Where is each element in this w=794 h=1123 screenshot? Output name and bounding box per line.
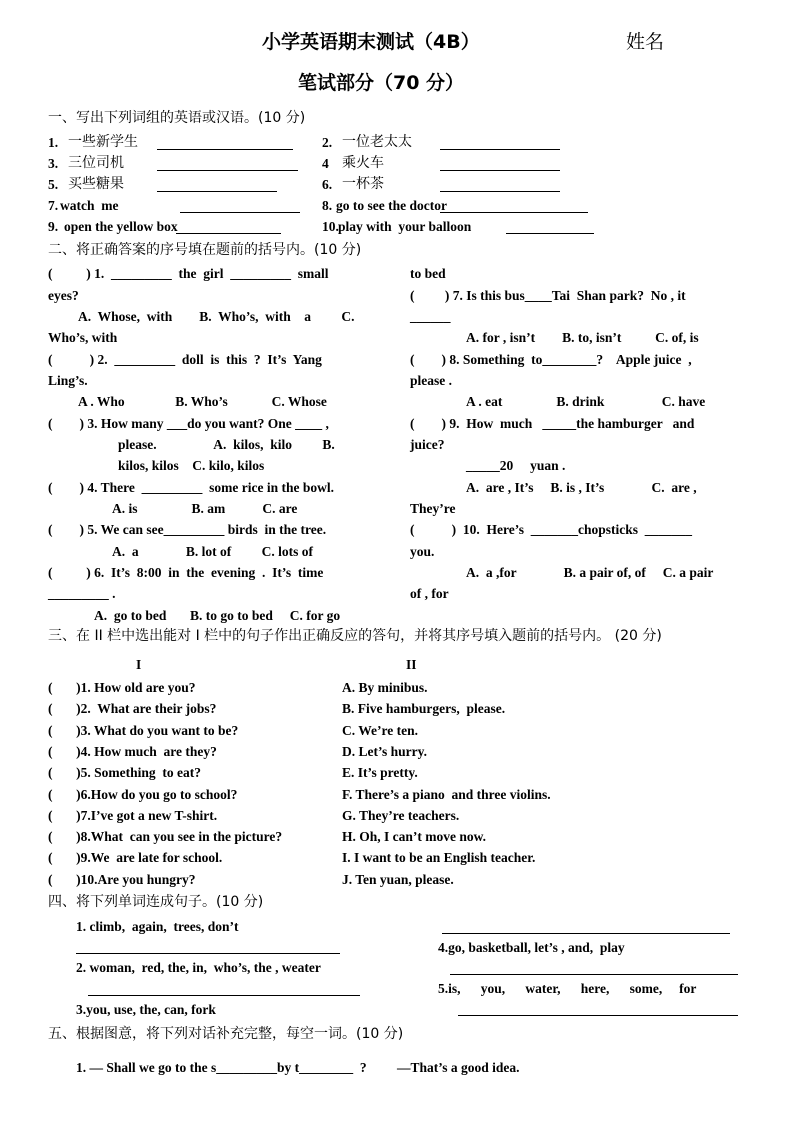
answer-line[interactable] <box>176 233 281 234</box>
column-i-label: I <box>136 657 142 672</box>
answer-line[interactable] <box>76 953 340 954</box>
section2-heading: 二、将正确答案的序号填在题前的括号内。(10 分) <box>48 242 362 258</box>
question-line: A. Whose, with B. Who’s, with a C. <box>78 309 355 324</box>
answer-option: I. I want to be an English teacher. <box>342 850 536 866</box>
answer-line[interactable] <box>440 149 560 150</box>
question-item: ( )2. What are their jobs? <box>48 701 217 717</box>
question-item: ( )8.What can you see in the picture? <box>48 829 283 845</box>
answer-option: B. Five hamburgers, please. <box>342 701 506 717</box>
item-text: open the yellow box <box>64 219 178 234</box>
question-item: ( )10.Are you hungry? <box>48 871 196 887</box>
item-number: 5. <box>48 177 59 192</box>
sentence-item-4: 4.go, basketball, let’s , and, play <box>438 940 625 955</box>
answer-line[interactable] <box>442 933 730 934</box>
item-number: 8. <box>322 198 333 213</box>
answer-option: F. There’s a piano and three violins. <box>342 786 551 802</box>
question-line: A. are , It’s B. is , It’s C. are , <box>466 480 697 495</box>
question-line: ( ) 3. How many ___do you want? One ____ , <box>48 416 329 431</box>
answer-line[interactable] <box>88 995 360 996</box>
question-line: ( ) 10. Here’s _______chopsticks _______ <box>410 522 692 537</box>
item-number: 9. <box>48 219 59 234</box>
item-number: 2. <box>322 135 333 150</box>
page-title: 小学英语期末测试（4B） <box>262 31 480 53</box>
item-number: 10. <box>322 219 339 234</box>
question-item: ( )5. Something to eat? <box>48 765 201 781</box>
question-line: you. <box>410 544 435 559</box>
item-text: watch me <box>60 198 119 213</box>
question-line: A . Who B. Who’s C. Whose <box>78 394 327 409</box>
item-number: 4 <box>322 156 329 171</box>
answer-line[interactable] <box>157 170 298 171</box>
question-line: ( ) 1. _________ the girl _________ small <box>48 266 329 281</box>
question-line: A . eat B. drink C. have <box>466 394 706 409</box>
item-number: 1. <box>48 135 59 150</box>
answer-line[interactable] <box>440 191 560 192</box>
question-line: ( ) 6. It’s 8:00 in the evening . It’s time <box>48 565 324 580</box>
dialogue-item-1: 1. — Shall we go to the s_________by t________ ? —That’s a good idea. <box>76 1060 520 1075</box>
section3-heading: 三、在 II 栏中选出能对 I 栏中的句子作出正确反应的答句，并将其序号填入题前的括号内。 (20 分) <box>48 628 662 644</box>
question-item: ( )9.We are late for school. <box>48 850 223 866</box>
answer-option: G. They’re teachers. <box>342 807 460 823</box>
question-line: of , for <box>410 586 449 601</box>
item-text: 一些新学生 <box>68 134 138 150</box>
answer-line[interactable] <box>180 212 300 213</box>
question-line: ( ) 8. Something to________? Apple juice , <box>410 352 692 367</box>
section5-heading: 五、根据图意，将下列对话补充完整，每空一词。(10 分) <box>48 1026 404 1042</box>
answer-option: J. Ten yuan, please. <box>342 871 454 887</box>
question-line: please . <box>410 373 452 388</box>
page-subtitle: 笔试部分（70 分） <box>298 72 465 94</box>
question-line: kilos, kilos C. kilo, kilos <box>118 458 265 473</box>
item-text: 三位司机 <box>68 155 124 171</box>
answer-line[interactable] <box>440 212 588 213</box>
question-line: A. a ,for B. a pair of, of C. a pair <box>466 565 714 580</box>
question-line: A. go to bed B. to go to bed C. for go <box>94 608 341 623</box>
item-text: 一杯茶 <box>342 176 384 192</box>
item-number: 3. <box>48 156 59 171</box>
answer-line[interactable] <box>458 1015 738 1016</box>
item-number: 7. <box>48 198 59 213</box>
question-line: ______ <box>410 309 451 324</box>
answer-line[interactable] <box>450 974 738 975</box>
answer-line[interactable] <box>157 191 277 192</box>
question-line: A. for , isn’t B. to, isn’t C. of, is <box>466 330 699 345</box>
question-line: to bed <box>410 266 446 281</box>
item-number: 6. <box>322 177 333 192</box>
section1-heading: 一、写出下列词组的英语或汉语。(10 分) <box>48 110 306 126</box>
answer-option: D. Let’s hurry. <box>342 743 427 759</box>
question-line: juice? <box>410 437 445 452</box>
answer-line[interactable] <box>157 149 293 150</box>
question-item: ( )1. How old are you? <box>48 680 196 695</box>
question-line: Who’s, with <box>48 330 118 345</box>
answer-option: A. By minibus. <box>342 680 428 695</box>
question-line: ( ) 5. We can see_________ birds in the tree. <box>48 522 327 537</box>
question-line: A. a B. lot of C. lots of <box>112 544 313 559</box>
question-item: ( )3. What do you want to be? <box>48 722 239 738</box>
sentence-item-2: 2. woman, red, the, in, who’s, the , weater <box>76 960 321 975</box>
item-text: 乘火车 <box>342 155 384 171</box>
question-line: _____20 yuan . <box>466 458 566 473</box>
sentence-item-3: 3.you, use, the, can, fork <box>76 1002 216 1017</box>
sentence-item-1: 1. climb, again, trees, don’t <box>76 919 239 934</box>
question-item: ( )7.I’ve got a new T-shirt. <box>48 807 218 823</box>
item-text: go to see the doctor <box>336 198 447 213</box>
question-line: eyes? <box>48 288 79 303</box>
answer-option: C. We’re ten. <box>342 722 418 738</box>
question-line: They’re <box>410 501 456 516</box>
column-ii-label: II <box>406 657 417 672</box>
answer-line[interactable] <box>440 170 560 171</box>
sentence-item-5: 5.is, you, water, here, some, for <box>438 981 697 996</box>
item-text: play with your balloon <box>338 219 472 234</box>
question-line: ( ) 9. How much _____the hamburger and <box>410 416 695 431</box>
question-line: _________ . <box>48 586 116 601</box>
question-line: ( ) 7. Is this bus____Tai Shan park? No , it <box>410 288 686 303</box>
answer-option: E. It’s pretty. <box>342 765 418 781</box>
section4-heading: 四、将下列单词连成句子。(10 分) <box>48 894 264 910</box>
question-item: ( )6.How do you go to school? <box>48 786 238 802</box>
answer-option: H. Oh, I can’t move now. <box>342 829 487 845</box>
question-item: ( )4. How much are they? <box>48 743 217 759</box>
question-line: A. is B. am C. are <box>112 501 298 516</box>
item-text: 一位老太太 <box>342 134 412 150</box>
question-line: ( ) 2. _________ doll is this ? It’s Yang <box>48 352 322 367</box>
item-text: 买些糖果 <box>68 176 124 192</box>
answer-line[interactable] <box>506 233 594 234</box>
name-label: 姓名 <box>626 31 665 53</box>
question-line: ( ) 4. There _________ some rice in the bowl. <box>48 480 334 495</box>
question-line: please. A. kilos, kilo B. <box>118 437 335 452</box>
question-line: Ling’s. <box>48 373 88 388</box>
